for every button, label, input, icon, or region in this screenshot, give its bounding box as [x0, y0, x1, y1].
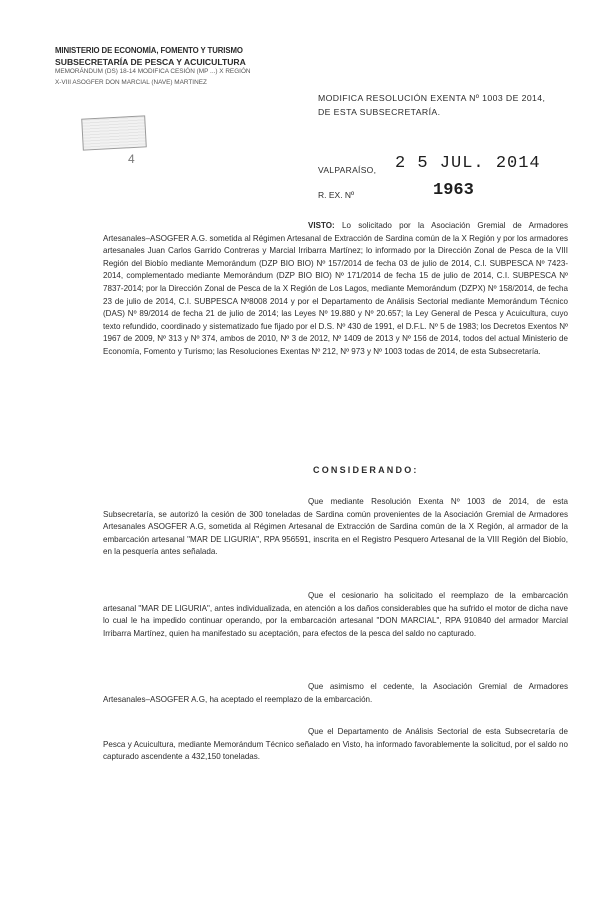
handwritten-mark: 4 [128, 152, 135, 166]
considerando-paragraph-2: Que el cesionario ha solicitado el reemplazo de la embarcación artesanal "MAR DE LIGURIA", antes individualizada, en atención a los daños considerables que ha sufrido el motor de dicha nave lo cual le ha impedido continuar operando, por la embarcación artesanal "DON MARCIAL", RPA 910840 del armador Marcial Irribarra Martínez, quien ha manifestado su aceptación, para efectos de la pesca del saldo no capturado. [103, 591, 568, 638]
letterhead-ref-line-2: X-VIII ASOGFER DON MARCIAL (NAVE) MARTINEZ [55, 78, 207, 86]
considerando-paragraph-3: Que asimismo el cedente, la Asociación Gremial de Armadores Artesanales–ASOGFER A.G, ha aceptado el reemplazo de la embarcación. [103, 682, 568, 704]
resolution-label: R. EX. Nº [318, 190, 355, 200]
stamp-image [81, 115, 147, 150]
reference-block [318, 91, 558, 119]
reference-line: MODIFICA RESOLUCIÓN EXENTA Nº 1003 DE 2014, [318, 93, 546, 103]
subsecretaria-name: SUBSECRETARÍA DE PESCA Y ACUICULTURA [55, 56, 246, 67]
considerando-paragraph-1: Que mediante Resolución Exenta Nº 1003 de 2014, de esta Subsecretaría, se autorizó la cesión de 300 toneladas de Sardina común provenientes de la Asociación Gremial de Armadores Artesanales ASOGFER A.G, sometida al Régimen Artesanal de Extracción de Sardina común de la X Región, al armador de la embarcación artesanal "MAR DE LIGURIA", RPA 956591, inscrita en el Registro Pesquero Artesanal de la VIII Región del Biobío, en la pesquería antes señalada. [103, 497, 568, 557]
reference-line: DE ESTA SUBSECRETARÍA. [318, 107, 441, 117]
visto-text: Lo solicitado por la Asociación Gremial de Armadores Artesanales–ASOGFER A.G. sometida al Régimen Artesanal de Extracción de Sardina común de la X Región y por los armadores artesanales Juan Carlos Garrido Contreras y Marcial Irribarra Martínez; lo informado por la Dirección Zonal de Pesca de la VIII Región del Biobío mediante Memorándum (DZP BIO BIO) Nº 157/2014 de fecha 03 de julio de 2014, C.I. SUBPESCA Nº 7423-2014, complementado mediante Memorándum (DZP BIO BIO) Nº 171/2014 de fecha 15 de julio de 2014, C.I. SUBPESCA Nº 7837-2014; por la Dirección Zonal de Pesca de la X Región de Los Lagos, mediante Memorándum (DZPX) Nº 158/2014, de fecha 23 de julio de 2014, C.I. SUBPESCA Nº8008 2014 y por el Departamento de Análisis Sectorial mediante Memorándum Técnico (DAS) Nº 89/2014 de fecha 21 de julio de 2014; las Leyes Nº 19.880 y Nº 20.657; la Ley General de Pesca y Acuicultura, cuyo texto refundido, coordinado y sistematizado fue fijado por el D.S. Nº 430 de 1991, el D.F.L. Nº 5 de 1983; los Decretos Exentos Nº 1967 de 2009, Nº 313 y Nº 374, ambos de 2010, Nº 3 de 2012, Nº 1409 de 2013 y Nº 156 de 2014, todos del actual Ministerio de Economía, Fomento y Turismo; las Resoluciones Exentas Nº 212, Nº 973 y Nº 1003 todas de 2014, de esta Subsecretaría. [103, 221, 568, 356]
ministry-name: MINISTERIO DE ECONOMÍA, FOMENTO Y TURISMO [55, 46, 243, 55]
considerando-heading: CONSIDERANDO: [313, 465, 419, 475]
stamped-date: 2 5 JUL. 2014 [395, 154, 541, 173]
visto-label: VISTO: [308, 221, 335, 230]
place-label: VALPARAÍSO, [318, 165, 377, 175]
resolution-number: 1963 [433, 181, 474, 200]
visto-paragraph [103, 220, 568, 359]
considerando-paragraph-4: Que el Departamento de Análisis Sectorial de esta Subsecretaría de Pesca y Acuicultura, mediante Memorándum Técnico señalado en Visto, ha informado favorablemente la solicitud, por el saldo no capturado ascendente a 432,150 toneladas. [103, 727, 568, 762]
letterhead [55, 46, 260, 88]
letterhead-ref-line: MEMORÁNDUM (DS) 18-14 MODIFICA CESIÓN (MP ...) X REGIÓN [55, 68, 251, 75]
